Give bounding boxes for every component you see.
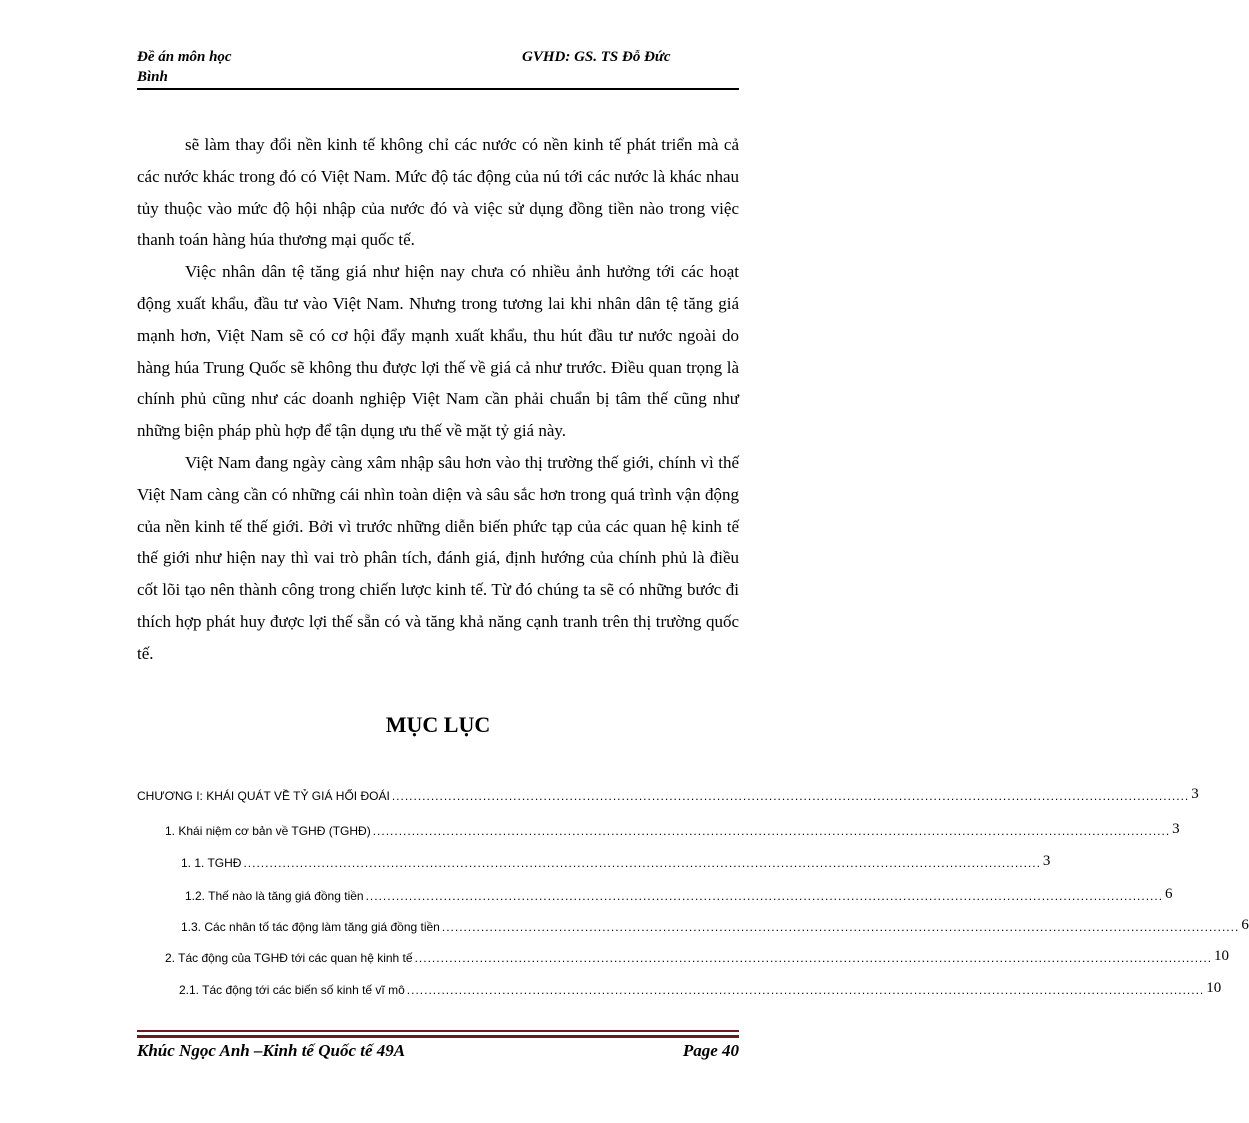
- toc-leader-dots: ........................................................................................................................................................................................: [406, 983, 1205, 997]
- toc-leader-dots: ........................................................................................................................................................................................: [372, 824, 1171, 838]
- toc-entry[interactable]: [137, 850, 1051, 870]
- toc-leader-dots: ........................................................................................................................................................................................: [243, 856, 1041, 870]
- header-advisor: GVHD: GS. TS Đỗ Đức: [522, 49, 671, 65]
- toc-entry-page: 3: [1042, 853, 1051, 869]
- toc-entry-page: 6: [1241, 917, 1249, 933]
- header-left: [137, 47, 337, 87]
- header-advisor-lastname: Bình: [137, 69, 168, 85]
- toc-entry-label: 1. 1. TGHĐ: [181, 856, 242, 870]
- toc-entry[interactable]: [137, 945, 1230, 965]
- toc-entry[interactable]: [137, 818, 1180, 838]
- toc-entry-page: 3: [1172, 821, 1180, 837]
- toc-entry-label: CHƯƠNG I: KHÁI QUÁT VỀ TỶ GIÁ HỐI ĐOÁI: [137, 789, 390, 803]
- toc-entry-page: 10: [1206, 980, 1222, 996]
- footer-rule-thick: [137, 1035, 739, 1038]
- toc-entry[interactable]: [137, 883, 1173, 903]
- toc-entry-page: 6: [1165, 886, 1173, 902]
- paragraph-1: sẽ làm thay đổi nền kinh tế không chỉ các nước có nền kinh tế phát triển mà cả các nước khác trong đó có Việt Nam. Mức độ tác động của nú tới các nước là khác nhau tủy thuộc vào mức độ hội nhập của nước đó và việc sử dụng đồng tiền nào trong việc thanh toán hàng húa thương mại quốc tế.: [137, 135, 739, 250]
- toc-leader-dots: ........................................................................................................................................................................................: [391, 789, 1190, 803]
- paragraph-3: Việt Nam đang ngày càng xâm nhập sâu hơn vào thị trường thế giới, chính vì thế Việt Nam càng cần có những cái nhìn toàn diện và sâu sắc hơn trong quá trình vận động của nền kinh tế thế giới. Bởi vì trước những diễn biến phức tạp của các quan hệ kinh tế thế giới như hiện nay thì vai trò phân tích, đánh giá, định hướng của chính phủ là điều cốt lõi tạo nên thành công trong chiến lược kinh tế. Từ đó chúng ta sẽ có những bước đi thích hợp phát huy được lợi thế sẵn có và tăng khả năng cạnh tranh trên thị trường quốc tế.: [137, 452, 739, 663]
- toc-entry[interactable]: [137, 977, 1222, 997]
- header-rule: [137, 88, 739, 90]
- toc-entry-label: 1.3. Các nhân tố tác động làm tăng giá đồng tiền: [181, 920, 440, 934]
- toc-leader-dots: ........................................................................................................................................................................................: [441, 920, 1240, 934]
- toc-entry-label: 2.1. Tác động tới các biến số kinh tế vĩ mô: [179, 983, 405, 997]
- toc-entry-label: 2. Tác động của TGHĐ tới các quan hệ kinh tế: [165, 951, 413, 965]
- toc-entry-page: 10: [1214, 948, 1230, 964]
- footer-page-number: Page 40: [682, 1041, 739, 1060]
- body-text: [137, 129, 739, 670]
- toc-entry[interactable]: [137, 783, 1199, 803]
- toc-entry-page: 3: [1191, 786, 1199, 802]
- toc-leader-dots: ........................................................................................................................................................................................: [365, 889, 1164, 903]
- footer-rule-thin: [137, 1030, 739, 1032]
- toc-entry[interactable]: [137, 914, 1249, 934]
- toc-leader-dots: ........................................................................................................................................................................................: [414, 951, 1213, 965]
- paragraph-2: Việc nhân dân tệ tăng giá như hiện nay chưa có nhiều ảnh hưởng tới các hoạt động xuất khẩu, đầu tư vào Việt Nam. Nhưng trong tương lai khi nhân dân tệ tăng giá mạnh hơn, Việt Nam sẽ có cơ hội đẩy mạnh xuất khẩu, thu hút đầu tư nước ngoài do hàng húa Trung Quốc sẽ không thu được lợi thế về giá cả như trước. Điều quan trọng là chính phủ cũng như các doanh nghiệp Việt Nam cần phải chuẩn bị tâm thế cũng như những biện pháp phù hợp để tận dụng ưu thế về mặt tỷ giá này.: [137, 262, 739, 441]
- toc-entry-label: 1.2. Thế nào là tăng giá đồng tiền: [185, 889, 364, 903]
- footer-author: Khúc Ngọc Anh –Kinh tế Quốc tế 49A: [137, 1041, 406, 1060]
- header-course: Đề án môn học: [137, 49, 232, 65]
- toc-entry-label: 1. Khái niệm cơ bản về TGHĐ (TGHĐ): [165, 824, 371, 838]
- toc-title: MỤC LỤC: [385, 712, 491, 737]
